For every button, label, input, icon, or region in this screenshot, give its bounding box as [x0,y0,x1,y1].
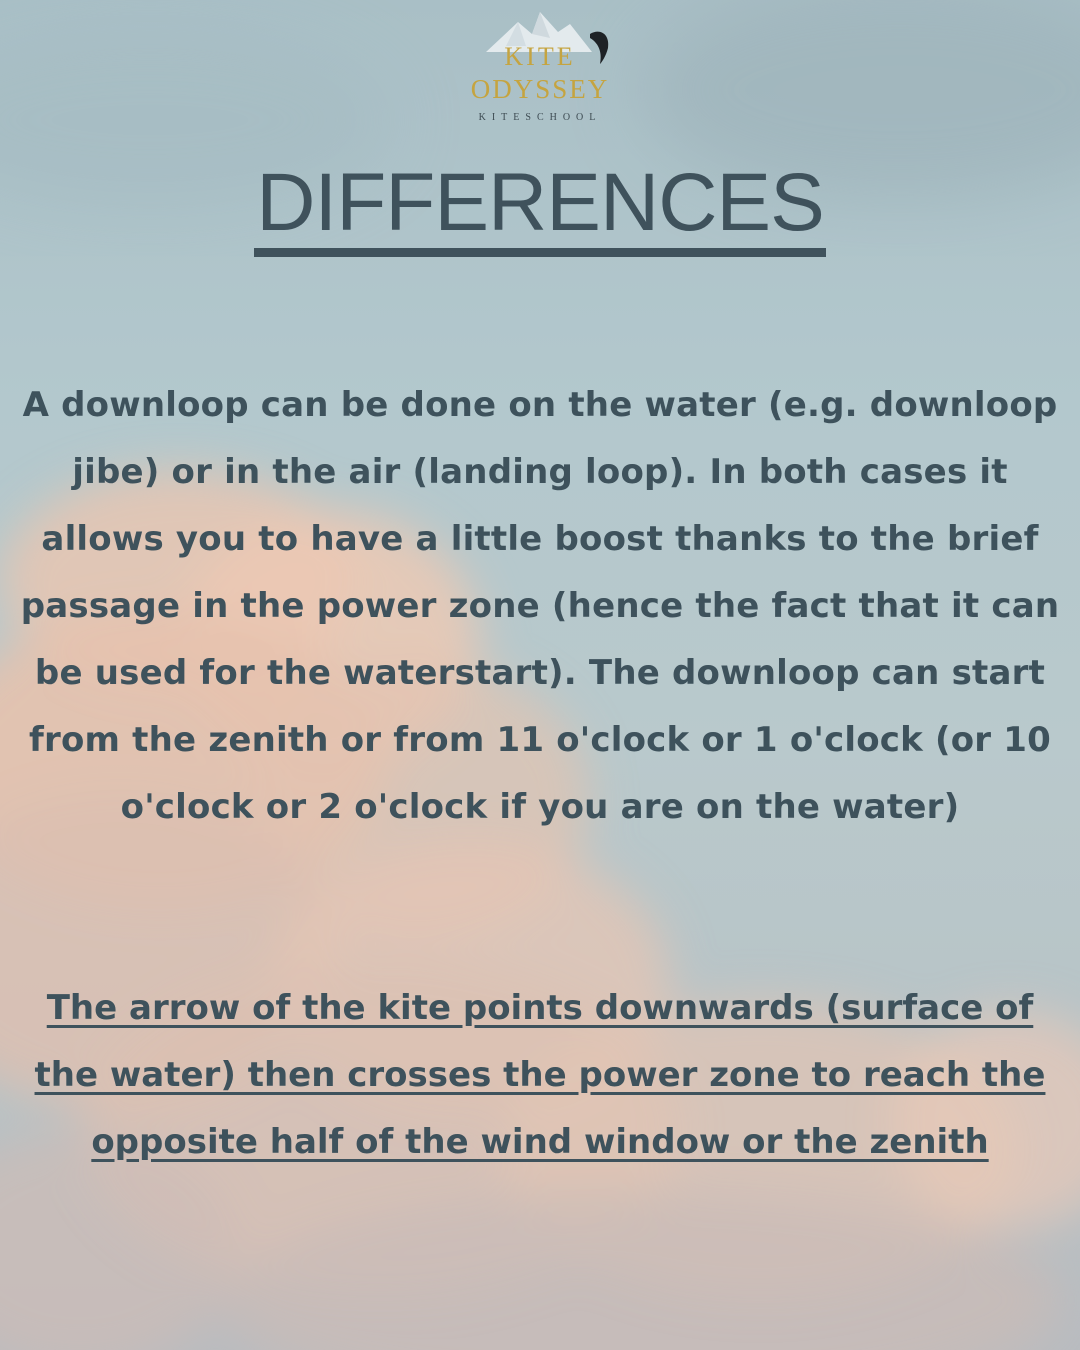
highlighted-paragraph [20,975,1060,1176]
highlighted-paragraph-text: The arrow of the kite points downwards (surface of the water) then crosses the power zone to reach the opposite half of the wind window or the zenith [34,988,1046,1162]
logo-word-kite: KITE [504,42,576,71]
page-title [0,150,1080,255]
kite-odyssey-logo [440,8,640,123]
body-paragraph: A downloop can be done on the water (e.g. downloop jibe) or in the air (landing loop). In both cases it allows you to have a little boost thanks to the brief passage in the power zone (hence the fact that it can be used for the waterstart). The downloop can start from the zenith or from 11 o'clock or 1 o'clock (or 10 o'clock or 2 o'clock if you are on the water) [20,385,1060,827]
page-title-text: DIFFERENCES [254,157,826,257]
logo-subtitle: KITESCHOOL [478,112,602,123]
logo-word-odyssey: ODYSSEY [470,74,610,104]
